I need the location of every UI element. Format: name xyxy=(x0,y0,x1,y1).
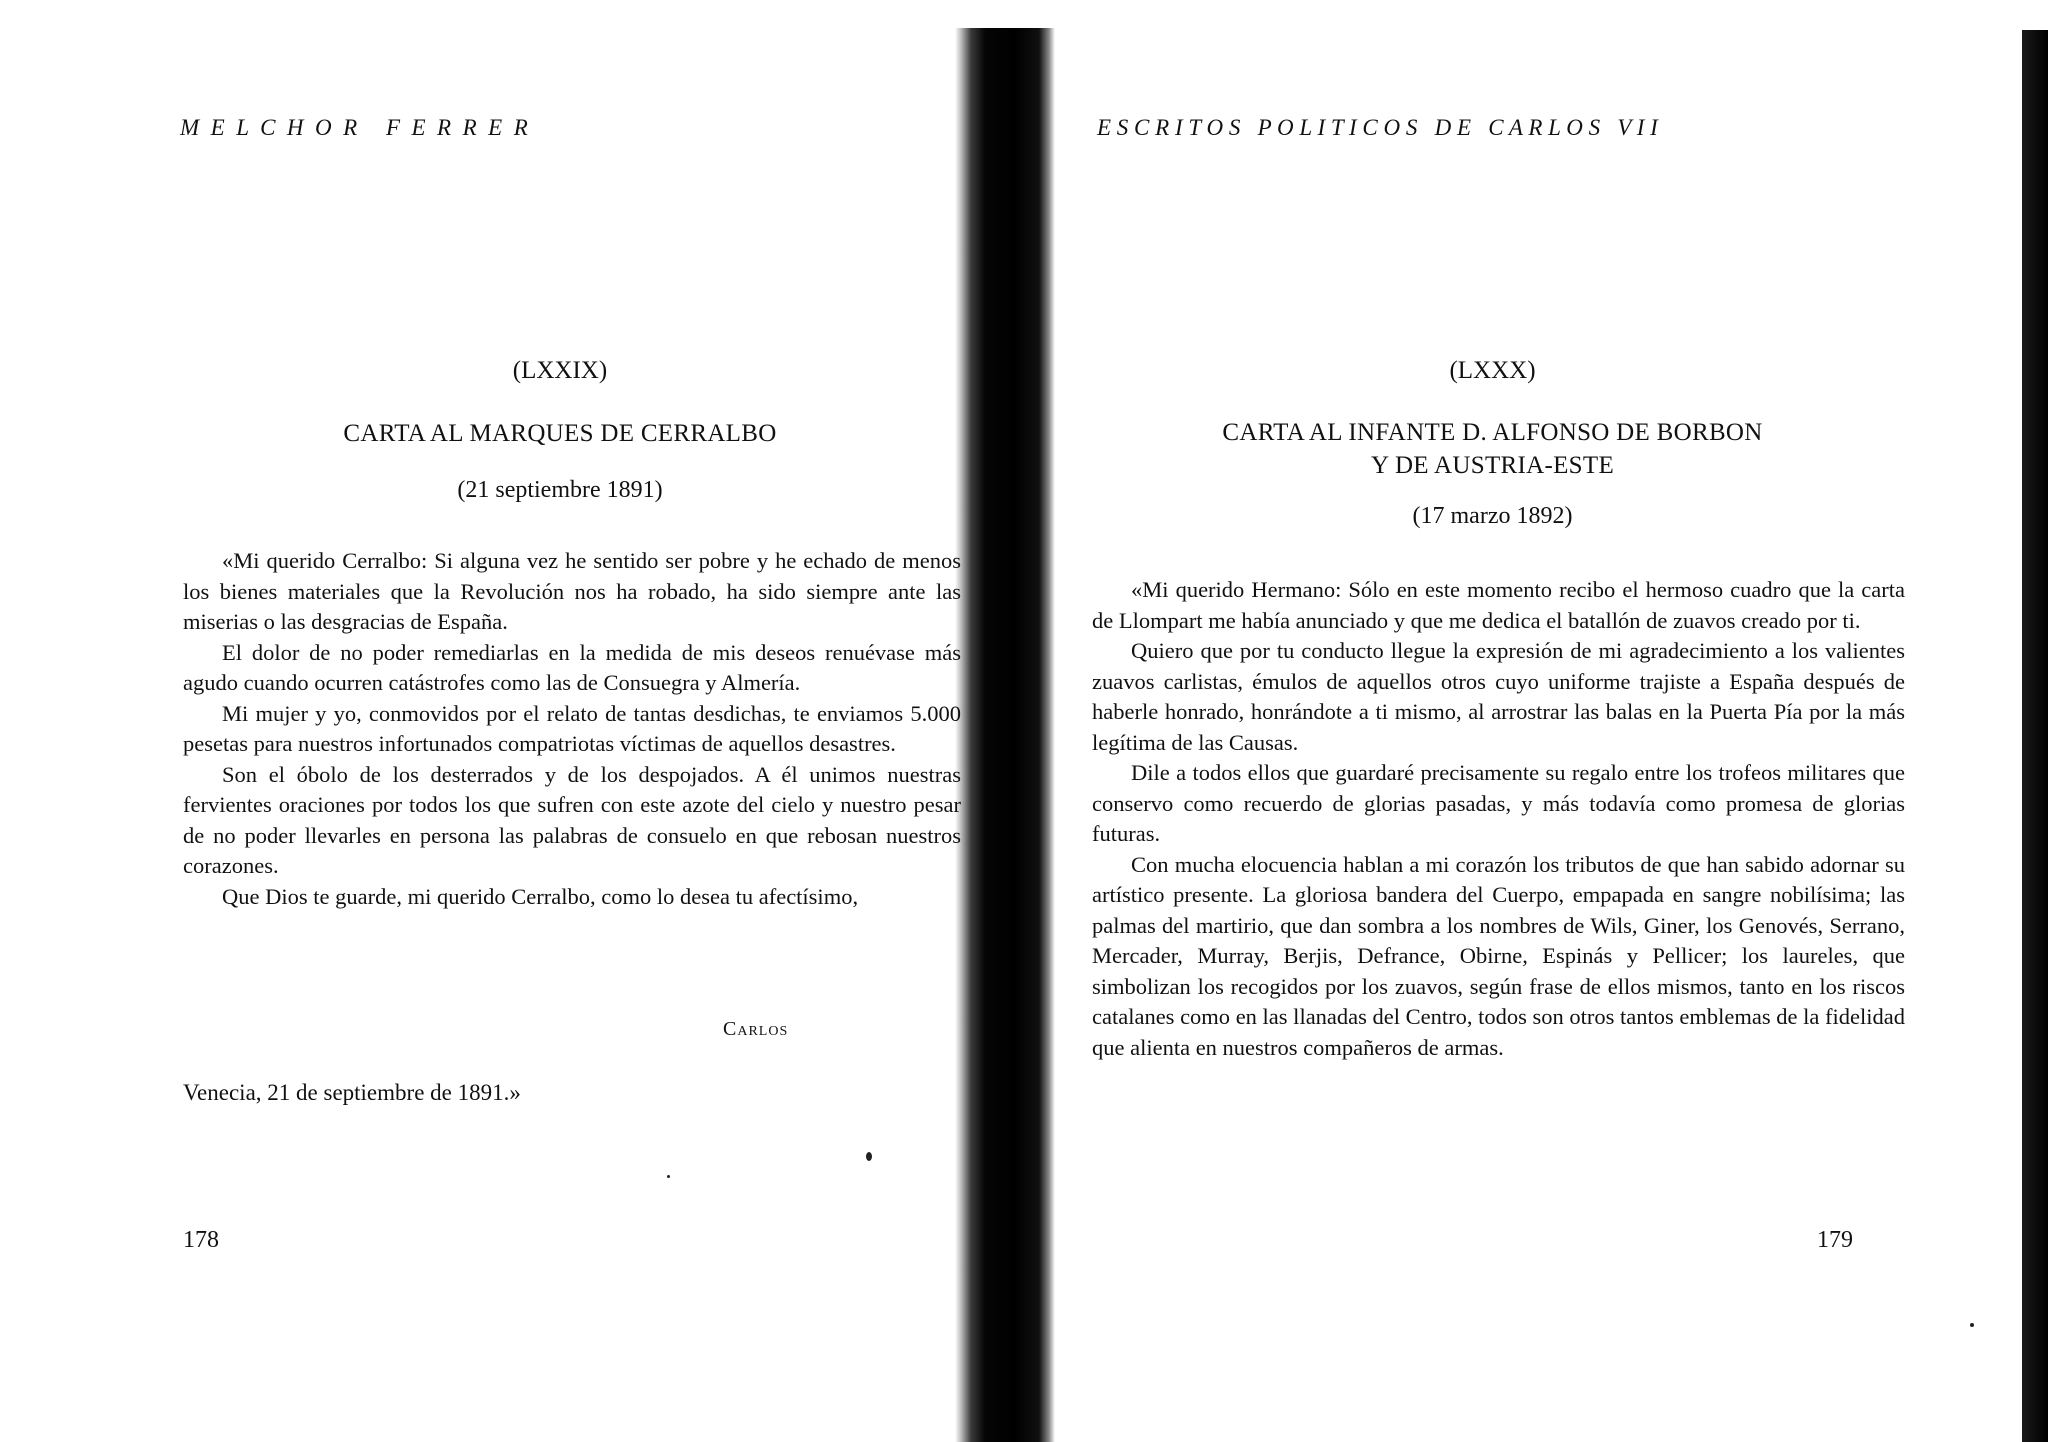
paragraph: Dile a todos ellos que guardaré precisamente su regalo entre los trofeos militares que conservo como recuerdo de glorias pasadas, y más todavía como promesa de glorias futuras. xyxy=(1092,760,1905,846)
signature: Carlos xyxy=(723,1018,789,1040)
running-head-left: M E L C H O R F E R R E R xyxy=(180,115,528,140)
letter-number: (LXXX) xyxy=(1449,357,1536,384)
paragraph: Con mucha elocuencia hablan a mi corazón los tributos de que han sabido adornar su artístico presente. La gloriosa bandera del Cuerpo, empapada en sangre nobilísima; las palmas del martirio, que dan sombra a los nombres de Wils, Giner, los Genovés, Serrano, Mercader, Murray, Berjis, Defrance, Obirne, Espinás y Pellicer; los laureles, que simbolizan los recogidos por los zuavos, según frase de ellos mismos, tanto en los riscos catalanes como en las llanadas del Centro, todos son otros tantos emblemas de la fidelidad que alienta en nuestros compañeros de armas. xyxy=(1092,851,1905,1060)
print-speck xyxy=(667,1175,670,1178)
letter-date: (17 marzo 1892) xyxy=(1412,503,1573,529)
paragraph: Mi mujer y yo, conmovidos por el relato de tantas desdichas, te enviamos 5.000 pesetas para nuestros infortunados compatriotas víctimas de aquellos desastres. xyxy=(183,700,961,756)
letter-date: (21 septiembre 1891) xyxy=(457,477,663,503)
print-speck xyxy=(866,1152,872,1161)
book-gutter-shadow xyxy=(955,28,1055,1442)
letter-title-continuation: Y DE AUSTRIA-ESTE xyxy=(1370,452,1615,479)
left-page xyxy=(0,0,961,1442)
place-and-date: Venecia, 21 de septiembre de 1891.» xyxy=(183,1080,521,1105)
letter-title: CARTA AL INFANTE D. ALFONSO DE BORBON xyxy=(1222,419,1763,446)
letter-body xyxy=(1092,575,1905,1063)
page-number: 179 xyxy=(1817,1227,1853,1253)
page-number: 178 xyxy=(183,1227,219,1253)
right-page xyxy=(1055,0,2030,1442)
print-speck xyxy=(1970,1323,1974,1327)
paragraph: El dolor de no poder remediarlas en la medida de mis deseos renuévase más agudo cuando ocurren catástrofes como las de Consuegra y Almería. xyxy=(183,639,961,695)
paragraph: Quiero que por tu conducto llegue la expresión de mi agradecimiento a los valientes zuavos carlistas, émulos de aquellos otros cuyo uniforme trajiste a España después de haberle honrado, honrándote a ti mismo, al arrostrar las balas en la Puerta Pía por la más legítima de las Causas. xyxy=(1092,638,1905,755)
paragraph: «Mi querido Cerralbo: Si alguna vez he sentido ser pobre y he echado de menos los bienes materiales que la Revolución nos ha robado, ha sido siempre ante las miserias o las desgracias de España. xyxy=(183,548,961,634)
paragraph: Son el óbolo de los desterrados y de los despojados. A él unimos nuestras fervientes oraciones por todos los que sufren con este azote del cielo y nuestro pesar de no poder llevarles en persona las palabras de consuelo en que rebosan nuestros corazones. xyxy=(183,761,961,878)
paragraph: Que Dios te guarde, mi querido Cerralbo, como lo desea tu afectísimo, xyxy=(222,883,859,909)
letter-number: (LXXIX) xyxy=(512,357,608,384)
letter-body xyxy=(183,546,961,912)
letter-title: CARTA AL MARQUES DE CERRALBO xyxy=(343,420,777,447)
paragraph: «Mi querido Hermano: Sólo en este momento recibo el hermoso cuadro que la carta de Llompart me había anunciado y que me dedica el batallón de zuavos creado por ti. xyxy=(1092,577,1905,633)
running-head-right: E S C R I T O S P O L I T I C O S D E C A R L O S V I I xyxy=(1097,115,1658,140)
